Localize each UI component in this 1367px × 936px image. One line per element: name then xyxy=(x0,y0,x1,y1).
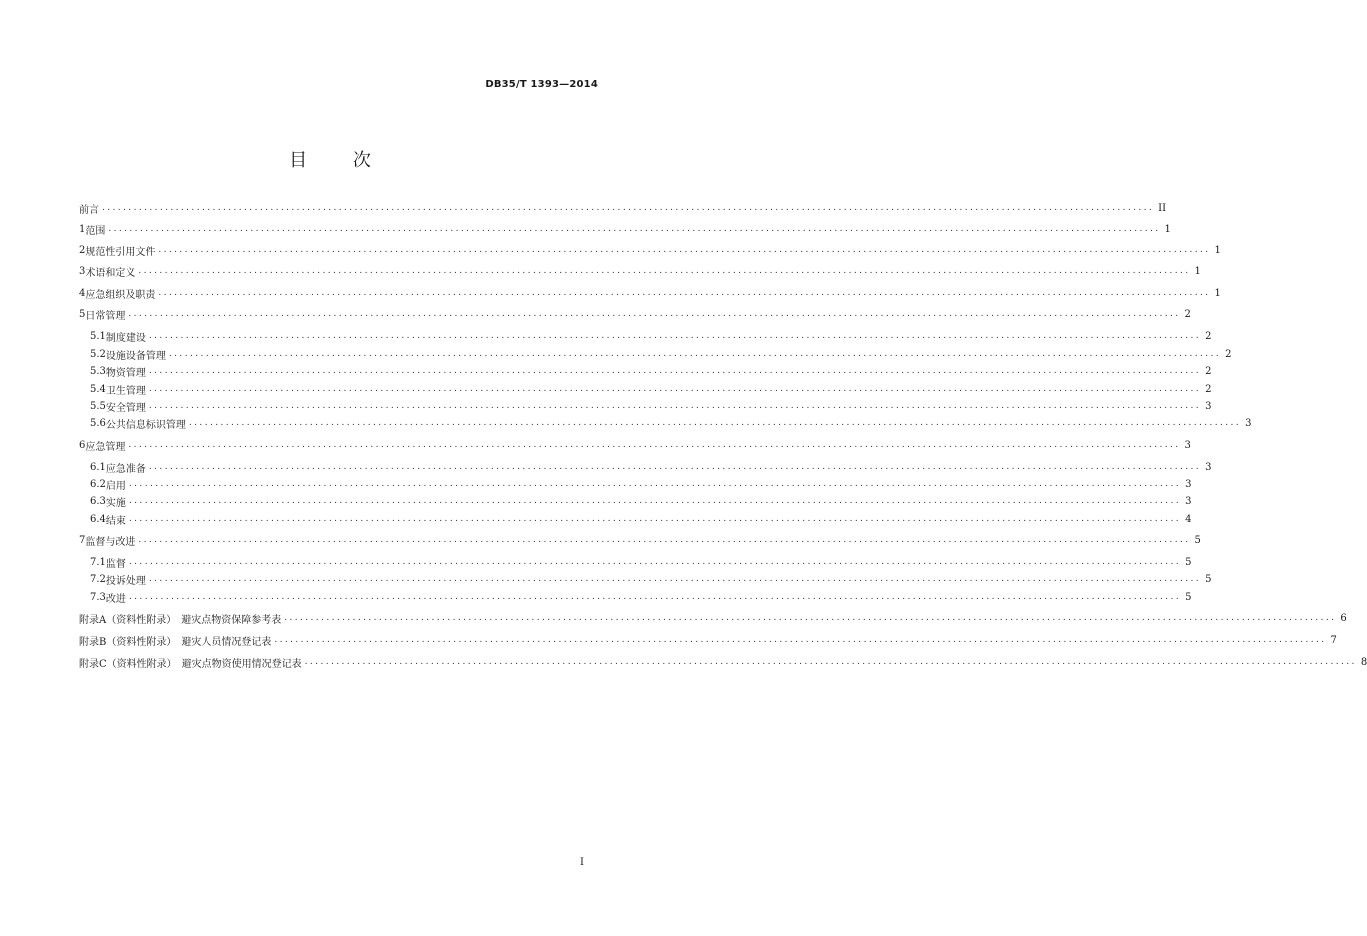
toc-number: 6.2 xyxy=(90,478,106,490)
toc-page: 2 xyxy=(1205,330,1212,342)
toc-label: 附录B（资料性附录） 避灾人员情况登记表 xyxy=(79,636,272,648)
toc-page: 1 xyxy=(1194,265,1201,277)
dot-leader: ........................................................................................................................................................................................................ xyxy=(138,535,1191,545)
dot-leader: ........................................................................................................................................................................................................ xyxy=(158,288,1211,298)
toc-label: 附录A（资料性附录） 避灾点物资保障参考表 xyxy=(79,614,282,626)
dot-leader: ........................................................................................................................................................................................................ xyxy=(128,557,1182,567)
toc-entry-appendix-b[interactable] xyxy=(79,632,1337,648)
toc-entry-5-6[interactable] xyxy=(90,415,1252,431)
toc-page: 1 xyxy=(1214,287,1221,299)
toc-entry-7-1[interactable] xyxy=(90,554,1192,570)
toc-page: 2 xyxy=(1205,383,1212,395)
toc-page: 4 xyxy=(1185,513,1192,525)
toc-entry-6-2[interactable] xyxy=(90,476,1192,492)
toc-label: 监督与改进 xyxy=(85,536,136,548)
toc-page: 3 xyxy=(1185,495,1192,507)
toc-number: 2 xyxy=(79,244,86,256)
toc-entry-6-3[interactable] xyxy=(90,493,1192,509)
page-number: I xyxy=(580,857,584,868)
toc-number: 7 xyxy=(79,534,86,546)
toc-entry-5-3[interactable] xyxy=(90,363,1212,379)
toc-entry-7[interactable] xyxy=(79,532,1201,548)
toc-entry-5[interactable] xyxy=(79,306,1191,322)
toc-number: 6 xyxy=(79,439,86,451)
toc-entry-5-1[interactable] xyxy=(90,328,1212,344)
toc-label: 启用 xyxy=(105,480,126,492)
dot-leader: ........................................................................................................................................................................................................ xyxy=(128,309,1181,319)
dot-leader: ........................................................................................................................................................................................................ xyxy=(128,440,1181,450)
toc-number: 5.5 xyxy=(90,400,106,412)
toc-label: 应急组织及职责 xyxy=(85,289,156,301)
toc-label: 范围 xyxy=(85,225,106,237)
toc-label: 设施设备管理 xyxy=(105,350,166,362)
toc-page: 3 xyxy=(1245,417,1252,429)
toc-label: 卫生管理 xyxy=(105,385,146,397)
dot-leader: ........................................................................................................................................................................................................ xyxy=(188,418,1242,428)
toc-page: 1 xyxy=(1214,244,1221,256)
dot-leader: ........................................................................................................................................................................................................ xyxy=(128,479,1182,489)
toc-number: 6.1 xyxy=(90,461,106,473)
toc-number: 4 xyxy=(79,287,86,299)
dot-leader: ........................................................................................................................................................................................................ xyxy=(284,613,1337,623)
toc-number: 5.4 xyxy=(90,383,106,395)
toc-entry-7-3[interactable] xyxy=(90,589,1192,605)
toc-label: 术语和定义 xyxy=(85,267,136,279)
toc-label: 实施 xyxy=(105,497,126,509)
toc-label: 公共信息标识管理 xyxy=(105,419,186,431)
toc-page: 3 xyxy=(1205,400,1212,412)
toc-number: 7.3 xyxy=(90,591,106,603)
toc-entry-4[interactable] xyxy=(79,285,1221,301)
toc-label: 附录C（资料性附录） 避灾点物资使用情况登记表 xyxy=(79,658,302,670)
toc-entry-5-4[interactable] xyxy=(90,381,1212,397)
toc-entry-3[interactable] xyxy=(79,263,1201,279)
toc-entry-5-5[interactable] xyxy=(90,398,1212,414)
toc-page: 2 xyxy=(1205,365,1212,377)
toc-number: 7.1 xyxy=(90,556,106,568)
toc-page: 3 xyxy=(1205,461,1212,473)
toc-label: 前言 xyxy=(79,204,99,216)
toc-page: II xyxy=(1158,202,1167,214)
toc-label: 结束 xyxy=(105,515,126,527)
dot-leader: ........................................................................................................................................................................................................ xyxy=(128,514,1182,524)
toc-entry-appendix-a[interactable] xyxy=(79,610,1347,626)
toc-label: 监督 xyxy=(105,558,126,570)
toc-number: 3 xyxy=(79,265,86,277)
toc-label: 日常管理 xyxy=(85,310,126,322)
toc-number: 5 xyxy=(79,308,86,320)
dot-leader: ........................................................................................................................................................................................................ xyxy=(148,366,1202,376)
dot-leader: ........................................................................................................................................................................................................ xyxy=(158,245,1211,255)
dot-leader: ........................................................................................................................................................................................................ xyxy=(108,224,1161,234)
toc-label: 投诉处理 xyxy=(105,575,146,587)
toc-label: 改进 xyxy=(105,593,126,605)
dot-leader: ........................................................................................................................................................................................................ xyxy=(148,462,1202,472)
dot-leader: ........................................................................................................................................................................................................ xyxy=(128,496,1182,506)
dot-leader: ........................................................................................................................................................................................................ xyxy=(168,349,1222,359)
toc-entry-appendix-c[interactable] xyxy=(79,654,1367,670)
toc-number: 6.4 xyxy=(90,513,106,525)
toc-entry-7-2[interactable] xyxy=(90,571,1212,587)
toc-page: 7 xyxy=(1330,634,1337,646)
toc-number: 5.6 xyxy=(90,417,106,429)
toc-page: 1 xyxy=(1164,223,1171,235)
toc-page: 3 xyxy=(1185,478,1192,490)
dot-leader: ........................................................................................................................................................................................................ xyxy=(148,331,1202,341)
toc-label: 安全管理 xyxy=(105,402,146,414)
toc-page: 5 xyxy=(1205,573,1212,585)
toc-entry-5-2[interactable] xyxy=(90,346,1232,362)
dot-leader: ........................................................................................................................................................................................................ xyxy=(148,384,1202,394)
dot-leader: ........................................................................................................................................................................................................ xyxy=(274,635,1327,645)
toc-page: 3 xyxy=(1184,439,1191,451)
toc-entry-6-1[interactable] xyxy=(90,459,1212,475)
toc-label: 制度建设 xyxy=(105,332,146,344)
dot-leader: ........................................................................................................................................................................................................ xyxy=(148,574,1202,584)
toc-page: 2 xyxy=(1184,308,1191,320)
toc-number: 1 xyxy=(79,223,86,235)
dot-leader: ........................................................................................................................................................................................................ xyxy=(128,592,1182,602)
toc-label: 物资管理 xyxy=(105,367,146,379)
toc-number: 7.2 xyxy=(90,573,106,585)
toc-page: 6 xyxy=(1340,612,1347,624)
toc-entry-2[interactable] xyxy=(79,242,1221,258)
toc-page: 5 xyxy=(1185,556,1192,568)
dot-leader: ........................................................................................................................................................................................................ xyxy=(102,203,1155,213)
toc-number: 5.1 xyxy=(90,330,106,342)
toc-number: 6.3 xyxy=(90,495,106,507)
toc-label: 应急管理 xyxy=(85,441,126,453)
toc-entry-6-4[interactable] xyxy=(90,511,1192,527)
dot-leader: ........................................................................................................................................................................................................ xyxy=(304,657,1357,667)
toc-entry-6[interactable] xyxy=(79,437,1191,453)
document-code: DB35/T 1393—2014 xyxy=(485,79,598,90)
toc-entry-preface[interactable] xyxy=(79,200,1167,216)
toc-label: 应急准备 xyxy=(105,463,146,475)
toc-number: 5.2 xyxy=(90,348,106,360)
toc-number: 5.3 xyxy=(90,365,106,377)
toc-entry-1[interactable] xyxy=(79,221,1171,237)
page-title: 目 次 xyxy=(289,150,391,171)
toc-label: 规范性引用文件 xyxy=(85,246,156,258)
toc-page: 2 xyxy=(1225,348,1232,360)
toc-page: 8 xyxy=(1360,656,1367,668)
dot-leader: ........................................................................................................................................................................................................ xyxy=(148,401,1202,411)
toc-page: 5 xyxy=(1185,591,1192,603)
toc-page: 5 xyxy=(1194,534,1201,546)
dot-leader: ........................................................................................................................................................................................................ xyxy=(138,266,1191,276)
